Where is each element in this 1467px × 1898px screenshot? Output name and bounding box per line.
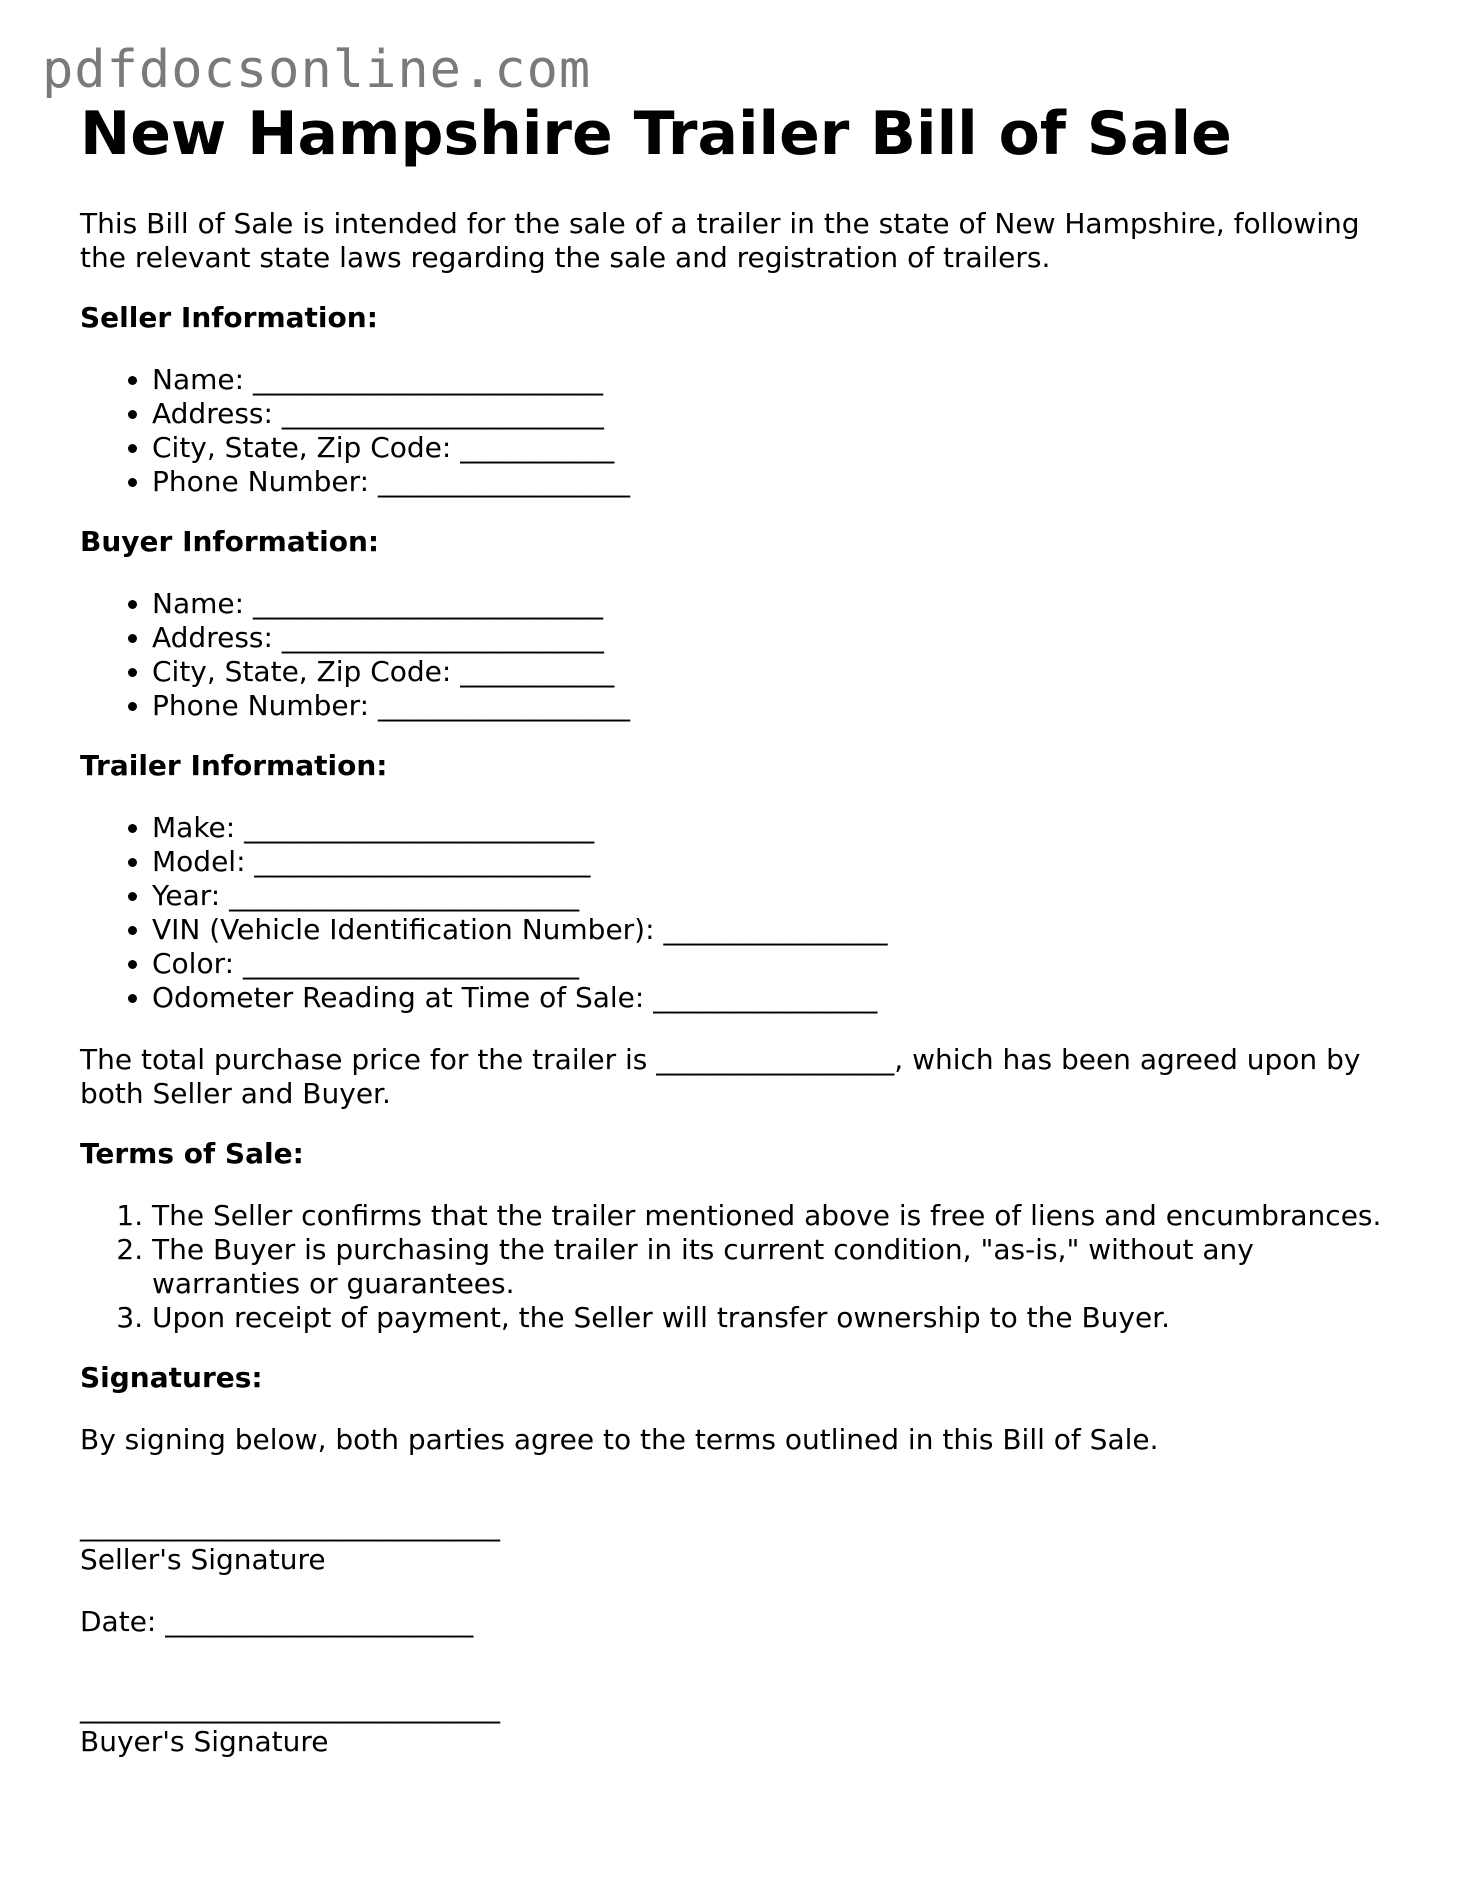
term-item: 2. The Buyer is purchasing the trailer in its current condition, "as-is," without any warranties or guarantees.: [152, 1233, 1400, 1301]
seller-signature-label: Seller's Signature: [80, 1543, 326, 1576]
trailer-color-field[interactable]: • Color: ________________________: [152, 947, 1400, 981]
buyer-signature-label: Buyer's Signature: [80, 1725, 329, 1758]
buyer-info-list: [80, 587, 1400, 723]
seller-info-list: [80, 363, 1400, 499]
signatures-statement: By signing below, both parties agree to the terms outlined in this Bill of Sale.: [80, 1423, 1159, 1456]
document-page: [80, 100, 1400, 1759]
buyer-address-field[interactable]: • Address: _______________________: [152, 621, 1400, 655]
page-title: New Hampshire Trailer Bill of Sale: [80, 99, 1232, 169]
trailer-odometer-field[interactable]: • Odometer Reading at Time of Sale: ________________: [152, 981, 1400, 1015]
seller-name-field[interactable]: • Name: _________________________: [152, 363, 1400, 397]
trailer-vin-field[interactable]: • VIN (Vehicle Identification Number): ________________: [152, 913, 1400, 947]
trailer-info-list: [80, 811, 1400, 1015]
intro-paragraph: This Bill of Sale is intended for the sale of a trailer in the state of New Hampshire, following the relevant state laws regarding the sale and registration of trailers.: [80, 207, 1360, 274]
buyer-city-state-zip-field[interactable]: • City, State, Zip Code: ___________: [152, 655, 1400, 689]
signature-date-field[interactable]: Date: ______________________: [80, 1605, 474, 1638]
signatures-heading: Signatures:: [80, 1361, 263, 1394]
seller-signature-line[interactable]: ______________________________: [80, 1509, 500, 1542]
trailer-year-field[interactable]: • Year: _________________________: [152, 879, 1400, 913]
buyer-signature-line[interactable]: ______________________________: [80, 1691, 500, 1724]
buyer-heading: Buyer Information:: [80, 525, 380, 558]
seller-address-field[interactable]: • Address: _______________________: [152, 397, 1400, 431]
buyer-name-field[interactable]: • Name: _________________________: [152, 587, 1400, 621]
trailer-heading: Trailer Information:: [80, 749, 388, 782]
watermark-text: pdfdocsonline.com: [42, 40, 592, 100]
trailer-model-field[interactable]: • Model: ________________________: [152, 845, 1400, 879]
term-item: 3. Upon receipt of payment, the Seller will transfer ownership to the Buyer.: [152, 1301, 1400, 1335]
terms-list: [80, 1199, 1400, 1335]
seller-phone-field[interactable]: • Phone Number: __________________: [152, 465, 1400, 499]
buyer-phone-field[interactable]: • Phone Number: __________________: [152, 689, 1400, 723]
purchase-price-paragraph[interactable]: The total purchase price for the trailer is _________________, which has been agreed upon by both Seller and Buyer.: [80, 1043, 1361, 1110]
trailer-make-field[interactable]: • Make: _________________________: [152, 811, 1400, 845]
seller-heading: Seller Information:: [80, 301, 378, 334]
terms-heading: Terms of Sale:: [80, 1137, 304, 1170]
term-item: 1. The Seller confirms that the trailer mentioned above is free of liens and encumbrances.: [152, 1199, 1400, 1233]
seller-city-state-zip-field[interactable]: • City, State, Zip Code: ___________: [152, 431, 1400, 465]
